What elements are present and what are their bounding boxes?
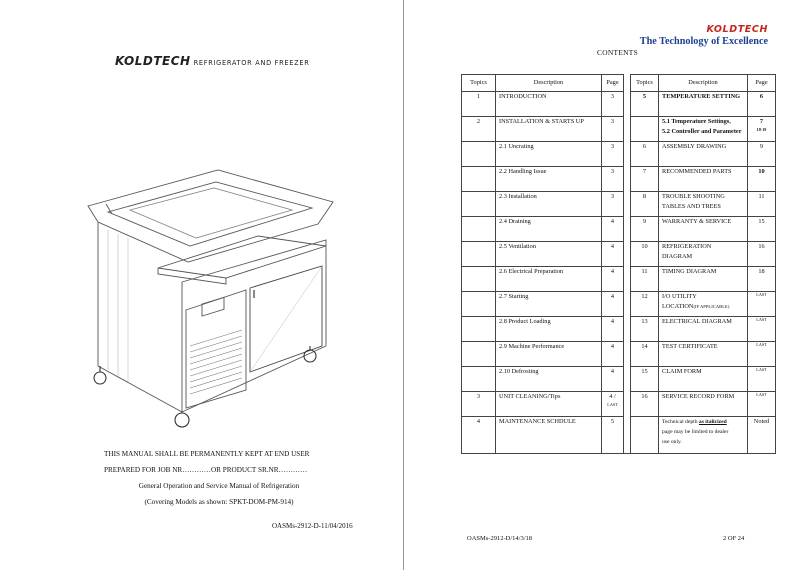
lid-glass	[130, 188, 292, 238]
page-divider	[403, 0, 404, 570]
side-panel-lines	[108, 230, 128, 382]
contents-title: CONTENTS	[597, 48, 638, 57]
door-diagonal	[250, 266, 322, 372]
header-page: Page	[748, 75, 776, 92]
note-prepared-for: PREPARED FOR JOB NR…………OR PRODUCT SR.NR…………	[104, 466, 308, 474]
table-row: 2.10 Defrosting 4 15 CLAIM FORM LAST	[462, 367, 776, 392]
refrigerator-illustration	[78, 150, 334, 430]
header-topics: Topics	[631, 75, 659, 92]
table-row: 2 INSTALLATION & STARTS UP 3 5.1 Temperature Settings, 5.2 Controller and Parameter 7 18-19	[462, 117, 776, 142]
table-row: 2.8 Product Loading 4 13 ELECTRICAL DIAGRAM LAST	[462, 317, 776, 342]
contents-page	[405, 0, 808, 570]
cutting-board	[158, 236, 326, 278]
cover-brand-name: KOLDTECH	[115, 54, 191, 68]
cover-brand	[115, 52, 310, 70]
table-row: 4 MAINTENANCE SCHDULE 5 Technical depth as italicized page may be limited to dealer use only. Noted	[462, 417, 776, 454]
cover-brand-subtitle: REFRIGERATOR AND FREEZER	[193, 59, 310, 67]
display-screen	[202, 297, 224, 316]
note-manual-title: General Operation and Service Manual of Refrigeration	[138, 482, 300, 490]
contents-table	[461, 74, 776, 454]
control-panel	[186, 290, 246, 408]
table-row: 2.2 Handling Issue 3 7 RECOMMENDED PARTS 10	[462, 167, 776, 192]
table-row: 2.9 Machine Performance 4 14 TEST CERTIFICATE LAST	[462, 342, 776, 367]
table-row: 2.6 Electrical Preparation 4 11 TIMING DIAGRAM 18	[462, 267, 776, 292]
cutting-board-edge	[158, 268, 226, 284]
header-brand-name: KOLDTECH	[706, 24, 768, 35]
header-brand	[640, 24, 768, 47]
table-row: 1 INTRODUCTION 3 5 TEMPERATURE SETTING 6	[462, 92, 776, 117]
table-row: 2.7 Starting 4 12 I/O UTILITY LOCATION(IF APPLICABLE) LAST	[462, 292, 776, 317]
caster-wheels	[94, 346, 316, 427]
table-row: 2.1 Uncrating 3 6 ASSEMBLY DRAWING 9	[462, 142, 776, 167]
cabinet-front	[182, 240, 326, 412]
contents-doc-code: OASMs-2912-D/14/3/18	[467, 535, 533, 542]
header-topics: Topics	[462, 75, 496, 92]
cover-doc-code: OASMs-2912-D-11/04/2016	[272, 522, 353, 530]
table-header-row	[462, 75, 776, 92]
note-keep-manual: THIS MANUAL SHALL BE PERMANENTLY KEPT AT END USER	[104, 450, 310, 458]
table-row: 2.3 Installation 3 8 TROUBLE SHOOTING TABLES AND TREES 11	[462, 192, 776, 217]
manual-notes	[104, 446, 384, 510]
header-description: Description	[496, 75, 602, 92]
note-models: (Covering Models as shown: SPKT-DOM-PM-914)	[144, 498, 294, 506]
header-description: Description	[659, 75, 748, 92]
vent-grille	[190, 330, 242, 394]
table-row: 2.4 Draining 4 9 WARRANTY & SERVICE 15	[462, 217, 776, 242]
table-row: 3 UNIT CLEANING/Tips 4 / LAST 16 SERVICE RECORD FORM LAST	[462, 392, 776, 417]
page-number: 2 OF 24	[723, 535, 745, 542]
header-tagline: The Technology of Excellence	[639, 36, 768, 47]
table-row: 2.5 Ventilation 4 10 REFRIGERATION DIAGRAM 16	[462, 242, 776, 267]
header-page: Page	[602, 75, 624, 92]
cabinet-side	[98, 222, 182, 412]
